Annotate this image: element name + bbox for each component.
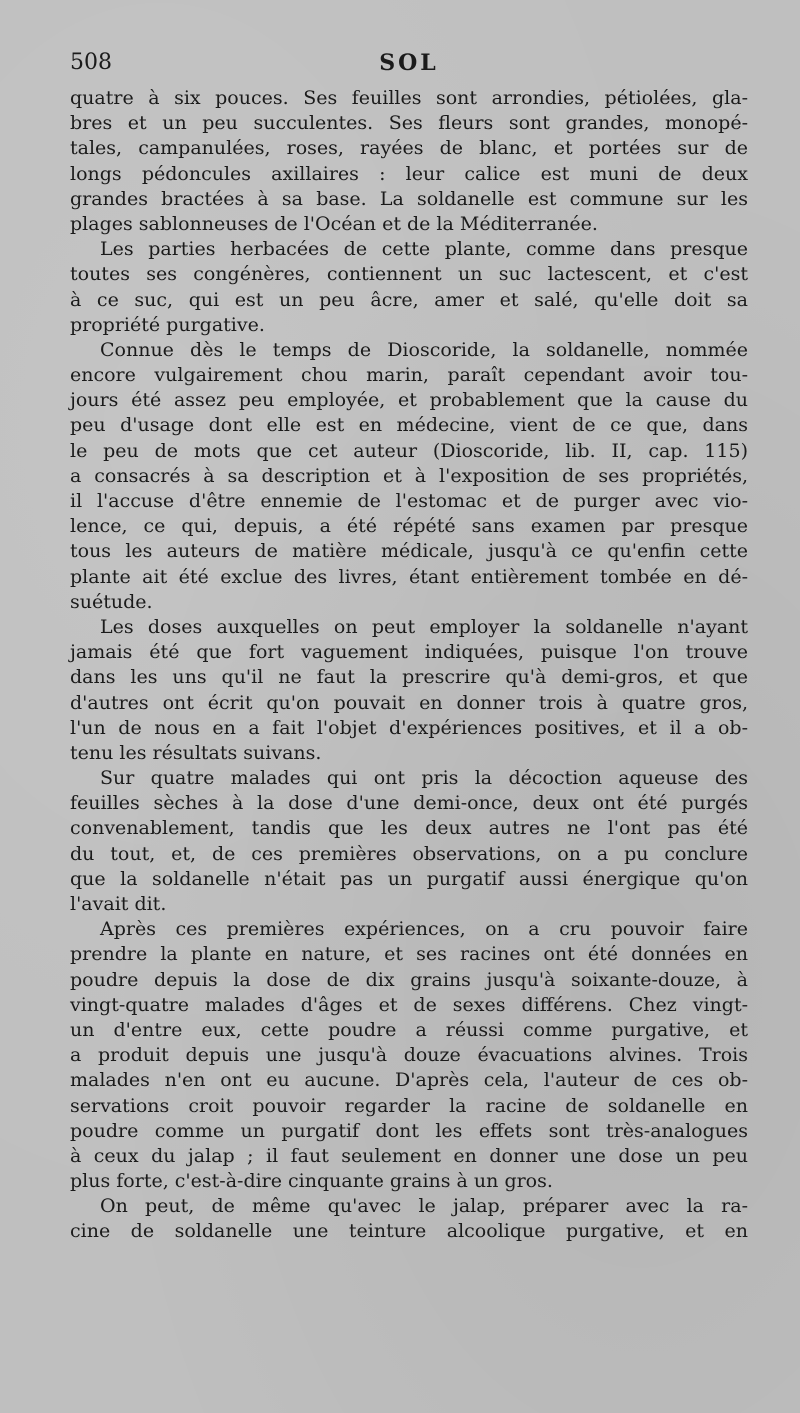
text-line: peu d'usage dont elle est en médecine, vient de ce que, dans <box>70 414 748 437</box>
text-line: propriété purgative. <box>70 313 265 336</box>
text-line: a consacrés à sa description et à l'exposition de ses propriétés, <box>70 464 748 487</box>
text-line: l'un de nous en a fait l'objet d'expériences positives, et il a ob- <box>70 716 748 739</box>
page-number: 508 <box>70 50 112 75</box>
text-line: Les parties herbacées de cette plante, comme dans presque <box>100 238 748 261</box>
text-line: jamais été que fort vaguement indiquées, puisque l'on trouve <box>70 641 748 664</box>
text-line: toutes ses congénères, contiennent un suc lactescent, et c'est <box>70 263 748 286</box>
text-line: Sur quatre malades qui ont pris la décoction aqueuse des <box>100 767 748 790</box>
text-line: le peu de mots que cet auteur (Dioscoride, lib. II, cap. 115) <box>70 439 748 462</box>
text-line: servations croit pouvoir regarder la racine de soldanelle en <box>70 1094 748 1117</box>
text-line: prendre la plante en nature, et ses racines ont été données en <box>70 943 748 966</box>
text-line: Les doses auxquelles on peut employer la soldanelle n'ayant <box>100 615 748 638</box>
text-line: tenu les résultats suivans. <box>70 741 322 764</box>
text-line: malades n'en ont eu aucune. D'après cela, l'auteur de ces ob- <box>70 1069 748 1092</box>
page-header <box>70 50 748 84</box>
text-line: convenablement, tandis que les deux autres ne l'ont pas été <box>70 817 748 840</box>
text-line: longs pédoncules axillaires : leur calice est muni de deux <box>70 162 748 185</box>
body-text <box>70 86 748 1245</box>
text-line: Après ces premières expériences, on a cru pouvoir faire <box>100 918 748 941</box>
text-line: plus forte, c'est-à-dire cinquante grains à un gros. <box>70 1170 553 1193</box>
text-line: du tout, et, de ces premières observations, on a pu conclure <box>70 842 748 865</box>
text-line: plante ait été exclue des livres, étant entièrement tombée en dé- <box>70 565 748 588</box>
text-line: à ce suc, qui est un peu âcre, amer et salé, qu'elle doit sa <box>70 288 748 311</box>
text-line: suétude. <box>70 590 153 613</box>
text-line: grandes bractées à sa base. La soldanelle est commune sur les <box>70 187 748 210</box>
text-line: tales, campanulées, roses, rayées de blanc, et portées sur de <box>70 137 748 160</box>
text-line: il l'accuse d'être ennemie de l'estomac et de purger avec vio- <box>70 490 748 512</box>
text-line: bres et un peu succulentes. Ses fleurs sont grandes, monopé- <box>70 112 748 135</box>
text-line: a produit depuis une jusqu'à douze évacuations alvines. Trois <box>70 1044 748 1067</box>
text-line: tous les auteurs de matière médicale, jusqu'à ce qu'enfin cette <box>70 540 748 563</box>
text-line: poudre comme un purgatif dont les effets sont très-analogues <box>70 1119 748 1142</box>
text-line: Connue dès le temps de Dioscoride, la soldanelle, nommée <box>100 338 748 361</box>
running-head: SOL <box>379 50 439 76</box>
text-line: poudre depuis la dose de dix grains jusqu'à soixante-douze, à <box>70 968 748 991</box>
text-line: feuilles sèches à la dose d'une demi-once, deux ont été purgés <box>70 792 748 815</box>
text-line: jours été assez peu employée, et probablement que la cause du <box>70 389 748 412</box>
text-line: un d'entre eux, cette poudre a réussi comme purgative, et <box>70 1018 748 1041</box>
text-line: vingt-quatre malades d'âges et de sexes différens. Chez vingt- <box>70 993 748 1016</box>
text-line: lence, ce qui, depuis, a été répété sans examen par presque <box>70 515 748 538</box>
text-line: dans les uns qu'il ne faut la prescrire qu'à demi-gros, et que <box>70 666 748 689</box>
text-line: On peut, de même qu'avec le jalap, préparer avec la ra- <box>100 1195 748 1218</box>
text-line: l'avait dit. <box>70 893 167 915</box>
text-line: d'autres ont écrit qu'on pouvait en donner trois à quatre gros, <box>70 691 748 714</box>
text-line: quatre à six pouces. Ses feuilles sont arrondies, pétiolées, gla- <box>70 87 748 109</box>
text-line: plages sablonneuses de l'Océan et de la Méditerranée. <box>70 212 598 235</box>
text-line: encore vulgairement chou marin, paraît cependant avoir tou- <box>70 364 748 387</box>
text-line: que la soldanelle n'était pas un purgatif aussi énergique qu'on <box>70 867 748 890</box>
text-line: à ceux du jalap ; il faut seulement en donner une dose un peu <box>70 1144 748 1167</box>
text-line: cine de soldanelle une teinture alcoolique purgative, et en <box>70 1220 748 1243</box>
